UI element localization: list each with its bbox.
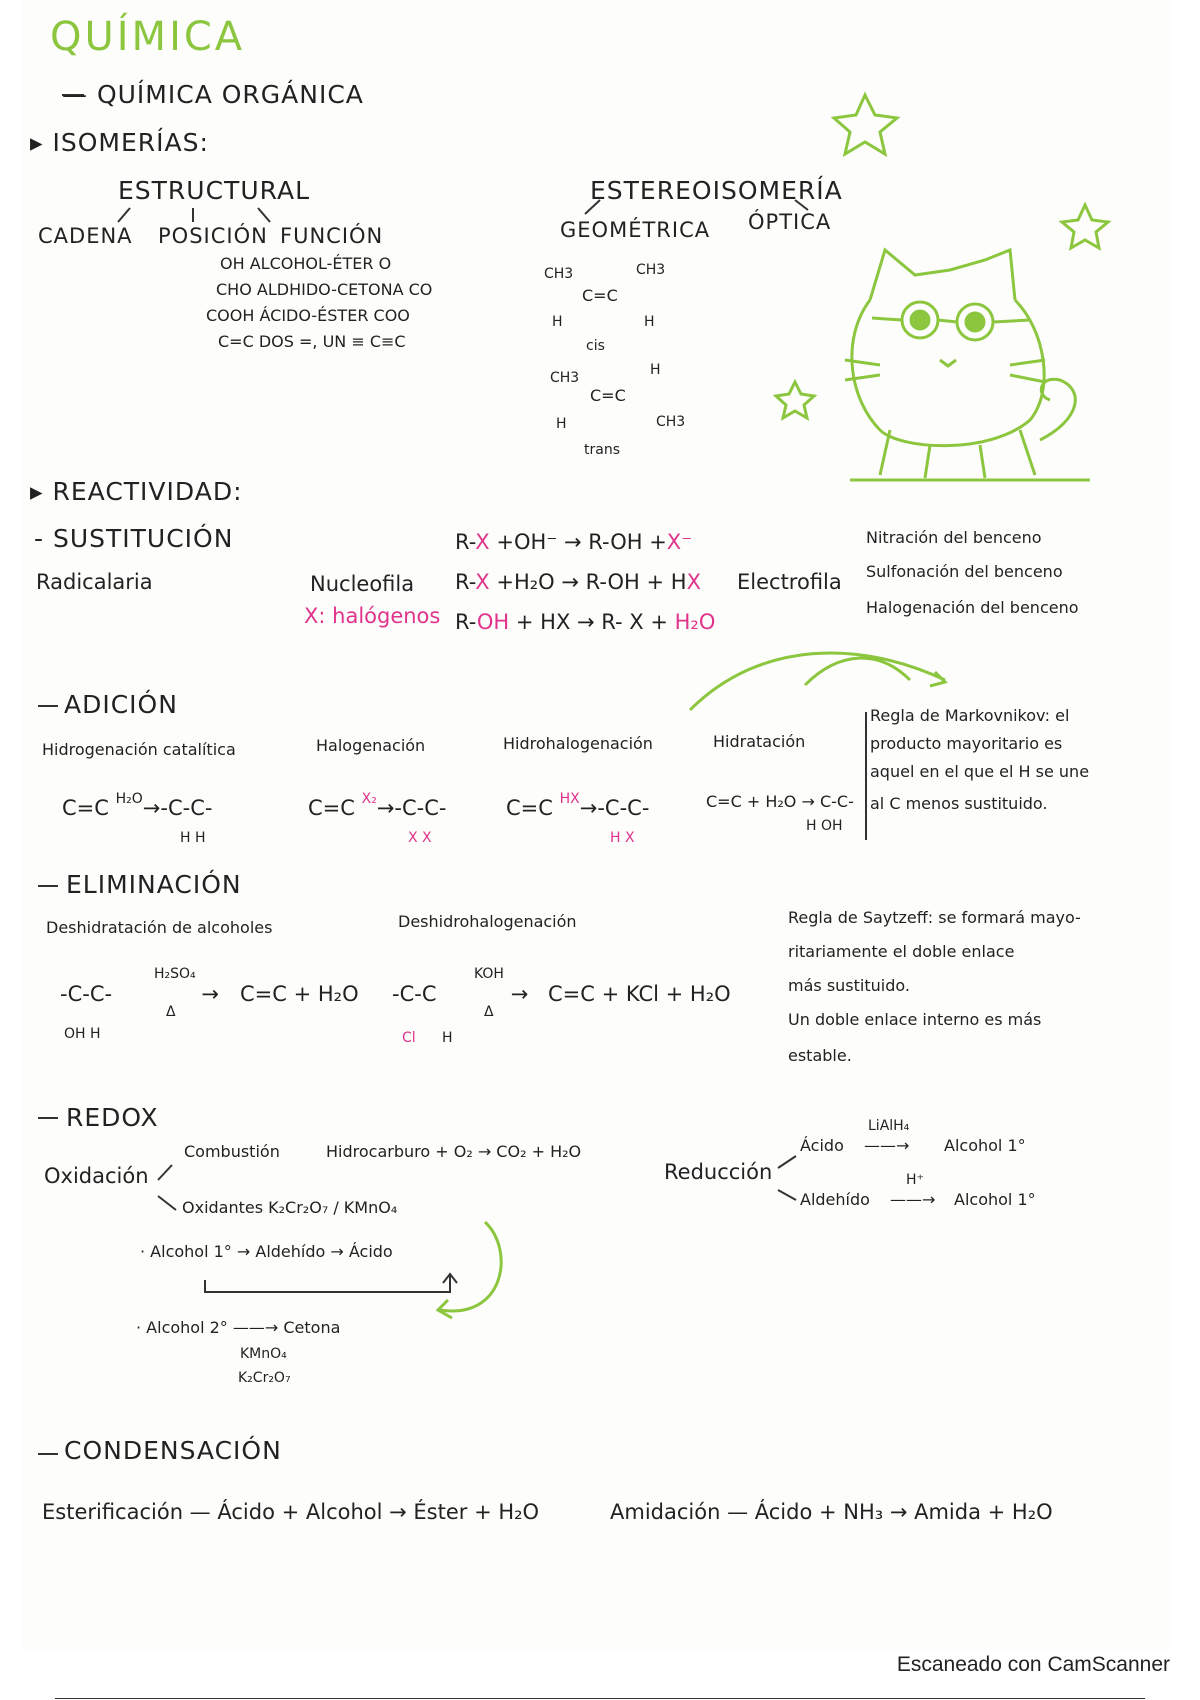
adicion-heading: ADICIÓN [64, 690, 178, 719]
page-subtitle: — QUÍMICA ORGÁNICA [62, 80, 364, 109]
rx2-a: R- [455, 570, 476, 594]
deshidrohalogenacion-label: Deshidrohalogenación [398, 912, 577, 931]
eq-reagent: HX [559, 791, 580, 807]
eq-left: C=C [506, 796, 553, 820]
saytzeff-line: ritariamente el doble enlace [788, 942, 1015, 961]
saytzeff-line: Un doble enlace interno es más [788, 1010, 1042, 1029]
eq-hidrogenacion: C=C $^{H_2O}$→-C-C- [62, 791, 213, 820]
elim-eq-2-cl: Cl [402, 1030, 416, 1046]
nuc-reaction-2 [455, 570, 701, 594]
cis-h-left: H [552, 314, 563, 330]
red-from: Ácido [800, 1136, 844, 1155]
isomerias-heading-text: ISOMERÍAS: [52, 128, 209, 157]
trans-double-bond: C=C [590, 386, 626, 405]
eq-reagent: X₂ [361, 791, 377, 807]
markovnikov-line: al C menos sustituido. [870, 794, 1048, 813]
red-arrow: ——→ [864, 1136, 910, 1155]
cis-double-bond: C=C [582, 286, 618, 305]
red-reagent: LiAlH₄ [868, 1118, 910, 1134]
esterificacion-eq: Esterificación — Ácido + Alcohol → Éster + H₂O [42, 1500, 540, 1524]
isomerias-heading: ▸ ISOMERÍAS: [30, 128, 209, 157]
elim-eq-2-arrow: → [464, 982, 529, 1006]
funcion-row: COOH ÁCIDO-ÉSTER COO [206, 306, 410, 325]
eq-right: -C-C- [597, 796, 650, 820]
trans-ch3-left: CH3 [550, 370, 580, 386]
adicion-type: Hidratación [713, 732, 806, 751]
elim-eq-1-right: C=C + H₂O [240, 982, 359, 1006]
rx3-a: R- [455, 610, 477, 634]
page-title: QUÍMICA [50, 14, 246, 60]
posicion-label: POSICIÓN [158, 224, 268, 248]
red-to: Alcohol 1° [944, 1136, 1026, 1155]
cis-h-right: H [644, 314, 655, 330]
elim-eq-1-arrow: → [148, 982, 219, 1006]
alcohol2-reagent: KMnO₄ [240, 1346, 287, 1362]
markovnikov-line: Regla de Markovnikov: el [870, 706, 1070, 725]
funcion-row: OH ALCOHOL-ÉTER O [220, 254, 392, 273]
eq-reagent: H₂O [115, 791, 143, 807]
markovnikov-line: producto mayoritario es [870, 734, 1063, 753]
oxidacion-label: Oxidación [44, 1164, 149, 1188]
eq-left: C=C [308, 796, 355, 820]
elim-eq-2-reagent: KOH [474, 966, 504, 982]
rx1-c: +OH⁻ → R-OH + [489, 530, 667, 554]
funcion-row: CHO ALDHIDO-CETONA CO [216, 280, 433, 299]
electro-item: Nitración del benceno [866, 528, 1042, 547]
elim-eq-1-cond: Δ [166, 1004, 176, 1020]
cis-label: cis [586, 338, 605, 354]
trans-h-right: H [650, 362, 661, 378]
eq-under: H OH [806, 818, 843, 834]
sustitucion-heading: - SUSTITUCIÓN [34, 524, 234, 553]
elim-eq-2: -C-C [392, 982, 437, 1006]
combustion-label: Combustión [184, 1142, 280, 1161]
saytzeff-line: estable. [788, 1046, 852, 1065]
eq-halogenacion: C=C $^{X_2}$→-C-C- [308, 791, 447, 820]
rx2-b: X [475, 570, 490, 594]
eq-under: X X [408, 830, 432, 846]
elim-eq-2-h: H [442, 1030, 453, 1046]
reactividad-heading: ▸ REACTIVIDAD: [30, 477, 243, 506]
radicalaria-label: Radicalaria [36, 570, 153, 594]
oxidantes-label: Oxidantes K₂Cr₂O₇ / KMnO₄ [182, 1198, 398, 1217]
eq-under: H X [610, 830, 635, 846]
electrofila-label: Electrofila [737, 570, 842, 594]
rx1-d: X⁻ [666, 530, 693, 554]
sustitucion-heading-text: SUSTITUCIÓN [52, 524, 234, 553]
adicion-type: Hidrohalogenación [503, 734, 653, 753]
rx1-a: R- [455, 530, 476, 554]
geometrica-label: GEOMÉTRICA [560, 218, 711, 242]
estructural-label: ESTRUCTURAL [118, 176, 311, 205]
trans-label: trans [584, 442, 620, 458]
adicion-type: Hidrogenación catalítica [42, 740, 236, 759]
electro-item: Sulfonación del benceno [866, 562, 1063, 581]
combustion-eq: Hidrocarburo + O₂ → CO₂ + H₂O [326, 1142, 582, 1161]
red-arrow: ——→ [890, 1190, 936, 1209]
condensacion-heading: CONDENSACIÓN [64, 1436, 282, 1465]
cadena-label: CADENA [38, 224, 133, 248]
alcohol2-chain: · Alcohol 2° ——→ Cetona [136, 1318, 341, 1337]
electro-item: Halogenación del benceno [866, 598, 1079, 617]
eq-left: C=C [62, 796, 109, 820]
trans-h-left: H [556, 416, 567, 432]
funcion-label: FUNCIÓN [280, 224, 384, 248]
trans-ch3-right: CH3 [656, 414, 686, 430]
halogenos-label: X: halógenos [304, 604, 441, 628]
red-to: Alcohol 1° [954, 1190, 1036, 1209]
nucleofila-label: Nucleofila [310, 572, 415, 596]
eq-right: -C-C- [160, 796, 213, 820]
rx2-c: +H₂O → R-OH + H [489, 570, 687, 594]
rx2-d: X [686, 570, 701, 594]
reduccion-label: Reducción [664, 1160, 773, 1184]
eliminacion-heading: ELIMINACIÓN [66, 870, 242, 899]
red-from: Aldehído [800, 1190, 870, 1209]
rx1-b: X [475, 530, 490, 554]
cis-ch3-right: CH3 [636, 262, 666, 278]
deshidratacion-label: Deshidratación de alcoholes [46, 918, 273, 937]
estereo-label: ESTEREOISOMERÍA [590, 176, 843, 205]
funcion-row: C=C DOS =, UN ≡ C≡C [218, 332, 406, 351]
elim-eq-2-cond: Δ [484, 1004, 494, 1020]
cis-ch3-left: CH3 [544, 266, 574, 282]
eq-under: H H [180, 830, 206, 846]
optica-label: ÓPTICA [748, 210, 832, 234]
reactividad-heading-text: REACTIVIDAD: [52, 477, 243, 506]
adicion-type: Halogenación [316, 736, 426, 755]
elim-eq-1-reagent: H₂SO₄ [154, 966, 196, 982]
rx3-d: H₂O [674, 610, 716, 634]
markovnikov-line: aquel en el que el H se une [870, 762, 1090, 781]
alcohol2-reagent: K₂Cr₂O₇ [238, 1370, 291, 1386]
eq-left: C=C + H₂O → [706, 792, 815, 811]
eq-right: -C-C- [394, 796, 447, 820]
eq-hidrohalogenacion: C=C $^{HX}$→-C-C- [506, 791, 650, 820]
nuc-reaction-3 [455, 610, 715, 634]
red-reagent: H⁺ [906, 1172, 924, 1188]
amidacion-eq: Amidación — Ácido + NH₃ → Amida + H₂O [610, 1500, 1053, 1524]
saytzeff-line: Regla de Saytzeff: se formará mayo- [788, 908, 1081, 927]
scanner-footer: Escaneado con CamScanner [896, 1653, 1170, 1676]
alcohol1-chain: · Alcohol 1° → Aldehído → Ácido [140, 1242, 393, 1261]
rx3-c: + HX → R- X + [509, 610, 675, 634]
rx3-b: OH [476, 610, 510, 634]
elim-eq-2-right: C=C + KCl + H₂O [548, 982, 731, 1006]
eq-hidratacion [706, 792, 854, 811]
redox-heading: REDOX [66, 1103, 159, 1132]
nuc-reaction-1 [455, 530, 692, 554]
elim-eq-1-under: OH H [64, 1026, 101, 1042]
saytzeff-line: más sustituido. [788, 976, 910, 995]
footer-rule [55, 1698, 1145, 1699]
eq-right: C-C- [819, 792, 854, 811]
elim-eq-1: -C-C- [60, 982, 113, 1006]
